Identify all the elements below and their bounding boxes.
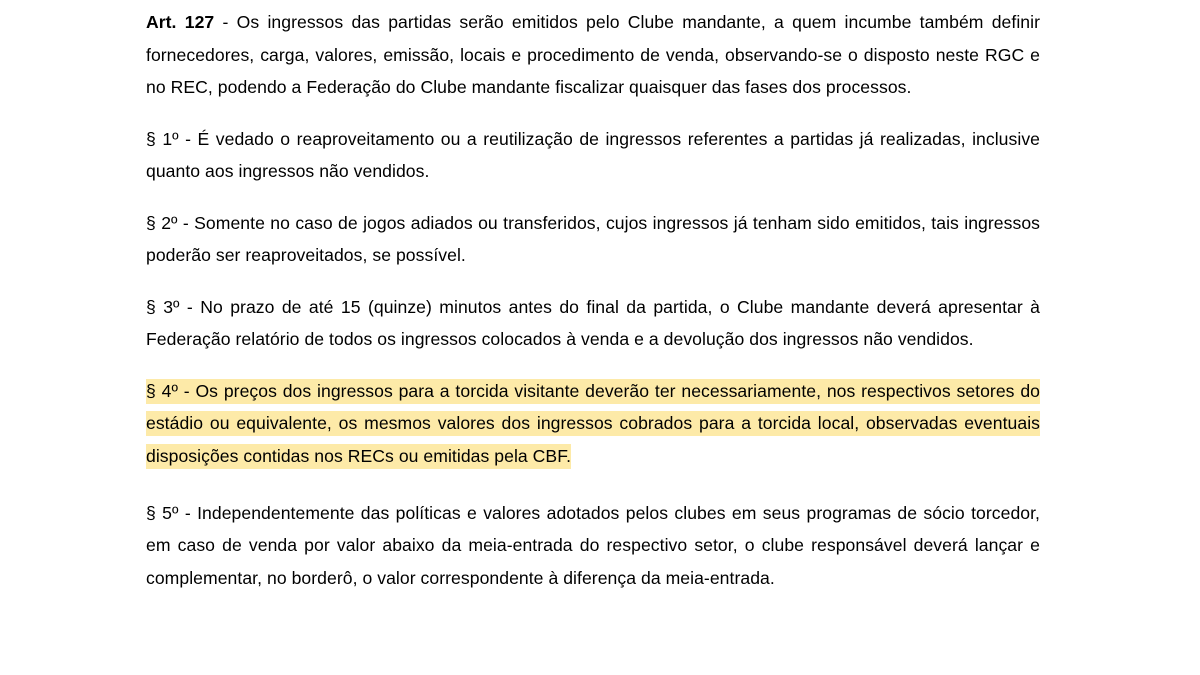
paragraph-text: § 2º - Somente no caso de jogos adiados ou transferidos, cujos ingressos já tenham sido emitidos, tais ingressos poderão ser reaproveitados, se possível. [146,212,1040,266]
paragraph-4-highlighted [146,375,1040,473]
paragraph-art-127 [146,6,1040,104]
article-number-label: Art. 127 [146,12,215,32]
paragraph-5 [146,497,1040,595]
paragraph-text: § 3º - No prazo de até 15 (quinze) minutos antes do final da partida, o Clube mandante deverá apresentar à Federação relatório de todos os ingressos colocados à venda e a devolução dos ingressos não vendidos. [146,296,1040,350]
paragraph-text: § 5º - Independentemente das políticas e valores adotados pelos clubes em seus programas de sócio torcedor, em caso de venda por valor abaixo da meia-entrada do respectivo setor, o clube responsável deverá lançar e complementar, no borderô, o valor correspondente à diferença da meia-entrada. [146,502,1040,588]
article-separator: - [214,12,237,32]
paragraph-2 [146,207,1040,272]
highlighted-text: § 4º - Os preços dos ingressos para a torcida visitante deverão ter necessariamente, nos respectivos setores do estádio ou equivalente, os mesmos valores dos ingressos cobrados para a torcida local, observadas eventuais disposições contidas nos RECs ou emitidas pela CBF. [146,379,1040,469]
paragraph-text: Os ingressos das partidas serão emitidos pelo Clube mandante, a quem incumbe também definir fornecedores, carga, valores, emissão, locais e procedimento de venda, observando-se o disposto neste RGC e no REC, podendo a Federação do Clube mandante fiscalizar quaisquer das fases dos processos. [146,12,1040,98]
paragraph-text: § 1º - É vedado o reaproveitamento ou a reutilização de ingressos referentes a partidas já realizadas, inclusive quanto aos ingressos não vendidos. [146,128,1040,182]
paragraph-1 [146,123,1040,188]
paragraph-3 [146,291,1040,356]
